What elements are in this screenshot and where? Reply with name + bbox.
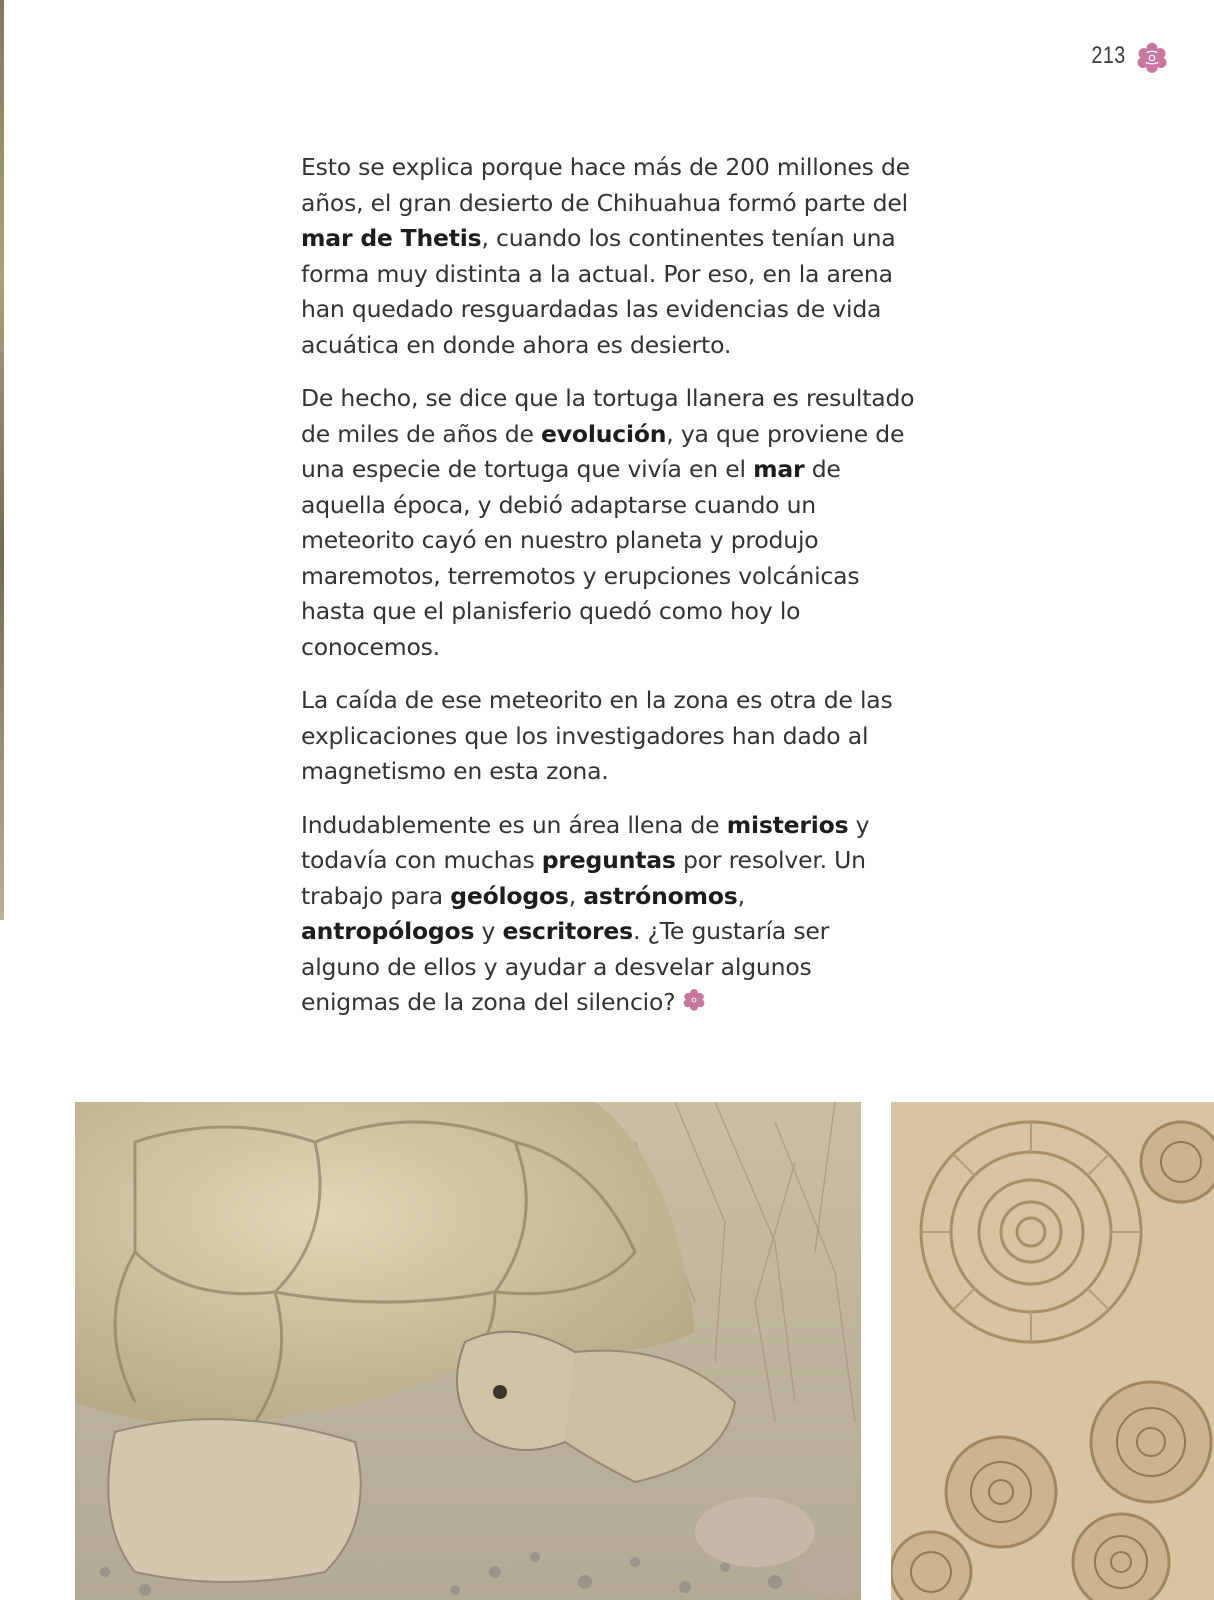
p2-text-2: , ya que proviene de una especie de tortuga que vivía en el [301, 419, 905, 483]
flower-icon [681, 987, 707, 1013]
page-number: 213 [1091, 42, 1126, 69]
p4-text-4: , [568, 881, 584, 910]
term-escritores: escritores [502, 917, 633, 945]
term-evolucion: evolución [541, 419, 667, 448]
ammonite-illustration [891, 1102, 1214, 1600]
term-mar-de-thetis: mar de Thetis [301, 224, 482, 252]
p2-text-1: De hecho, se dice que la tortuga llanera es resultado de miles de años de [301, 384, 915, 448]
ammonite-fossil-photo [891, 1102, 1214, 1600]
paragraph-4 [301, 808, 915, 1021]
term-mar: mar [753, 455, 805, 483]
paragraph-2 [301, 381, 915, 665]
p4-text-1: Indudablemente es un área llena de [301, 810, 727, 839]
paragraph-3 [301, 683, 915, 790]
tortoise-illustration [75, 1102, 861, 1600]
flower-icon [1134, 40, 1170, 76]
term-preguntas: preguntas [541, 846, 676, 874]
left-edge-strip [0, 0, 4, 920]
p4-text-3: por resolver. Un trabajo para [301, 846, 866, 910]
p1-text-1: Esto se explica porque hace más de 200 millones de años, el gran desierto de Chihuahua formó parte del [301, 153, 910, 217]
p4-text-7: . ¿Te gustaría ser alguno de ellos y ayudar a desvelar algunos enigmas de la zona del silencio? [301, 917, 830, 1016]
p3-text-1: La caída de ese meteorito en la zona es otra de las explicaciones que los investigadores han dado al magnetismo en esta zona. [301, 686, 893, 785]
p1-text-2: , cuando los continentes tenían una forma muy distinta a la actual. Por eso, en la arena han quedado resguardadas las evidencias de vida acuática en donde ahora es desierto. [301, 224, 896, 359]
p4-text-6: y [474, 917, 503, 945]
term-geologos: geólogos [450, 881, 569, 910]
p4-text-5: , [737, 881, 745, 910]
p2-text-3: de aquella época, y debió adaptarse cuando un meteorito cayó en nuestro planeta y produjo maremotos, terremotos y erupciones volcánicas hasta que el planisferio quedó como hoy lo conocemos. [301, 455, 860, 661]
term-astronomos: astrónomos [583, 881, 738, 910]
term-antropologos: antropólogos [301, 917, 475, 945]
body-text [301, 150, 915, 1039]
p4-text-2: y todavía con muchas [301, 810, 870, 874]
tortoise-photo [75, 1102, 861, 1600]
term-misterios: misterios [726, 810, 849, 839]
paragraph-1 [301, 150, 915, 363]
